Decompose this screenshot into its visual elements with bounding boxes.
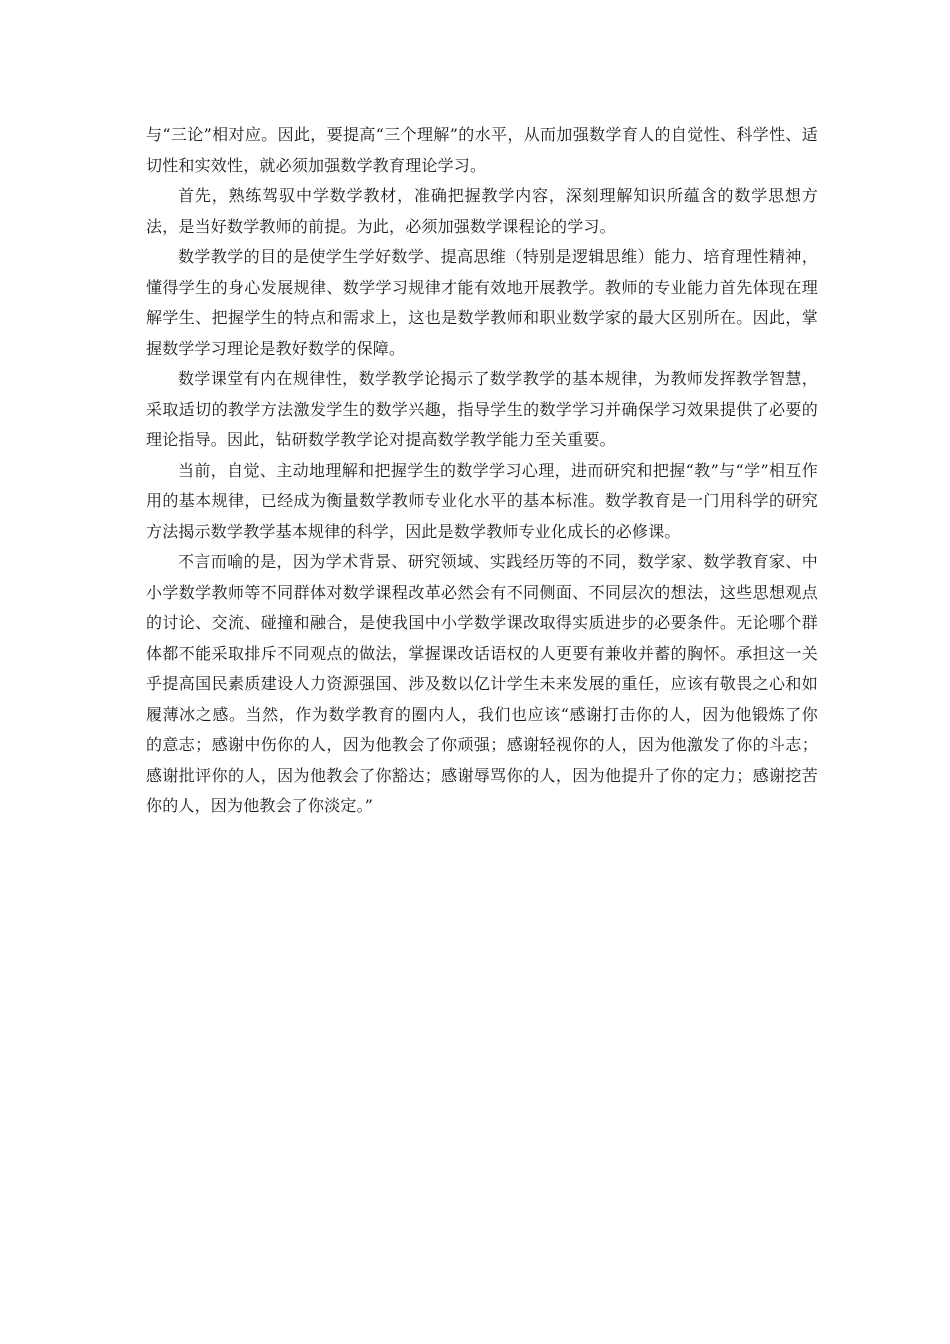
paragraph-learning-theory: 数学教学的目的是使学生学好数学、提高思维（特别是逻辑思维）能力、培育理性精神，懂得学生的身心发展规律、数学学习规律才能有效地开展教学。教师的专业能力首先体现在理解学生、把握学生的特点和需求上，这也是数学教师和职业数学家的最大区别所在。因此，掌握数学学习理论是教好数学的保障。 xyxy=(146,247,818,358)
paragraph-learning-psychology: 当前，自觉、主动地理解和把握学生的数学学习心理，进而研究和把握“教”与“学”相互作用的基本规律，已经成为衡量数学教师专业化水平的基本标准。数学教育是一门用科学的研究方法揭示数学教学基本规律的科学，因此是数学教师专业化成长的必修课。 xyxy=(146,460,818,541)
document-body xyxy=(146,120,818,822)
paragraph-continuation: 与“三论”相对应。因此，要提高“三个理解”的水平，从而加强数学育人的自觉性、科学性、适切性和实效性，就必须加强数学教育理论学习。 xyxy=(146,125,818,175)
paragraph-curriculum-theory: 首先，熟练驾驭中学数学教材，准确把握教学内容，深刻理解知识所蕴含的数学思想方法，是当好数学教师的前提。为此，必须加强数学课程论的学习。 xyxy=(146,186,818,236)
paragraph-reform-discussion: 不言而喻的是，因为学术背景、研究领域、实践经历等的不同，数学家、数学教育家、中小学数学教师等不同群体对数学课程改革必然会有不同侧面、不同层次的想法，这些思想观点的讨论、交流、碰撞和融合，是使我国中小学数学课改取得实质进步的必要条件。无论哪个群体都不能采取排斥不同观点的做法，掌握课改话语权的人更要有兼收并蓄的胸怀。承担这一关乎提高国民素质建设人力资源强国、涉及数以亿计学生未来发展的重任，应该有敬畏之心和如履薄冰之感。当然，作为数学教育的圈内人，我们也应该“感谢打击你的人，因为他锻炼了你的意志；感谢中伤你的人，因为他教会了你顽强；感谢轻视你的人，因为他激发了你的斗志；感谢批评你的人，因为他教会了你豁达；感谢辱骂你的人，因为他提升了你的定力；感谢挖苦你的人，因为他教会了你淡定。” xyxy=(146,552,818,815)
paragraph-teaching-theory: 数学课堂有内在规律性，数学教学论揭示了数学教学的基本规律，为教师发挥教学智慧，采取适切的教学方法激发学生的数学兴趣，指导学生的数学学习并确保学习效果提供了必要的理论指导。因此，钻研数学教学论对提高数学教学能力至关重要。 xyxy=(146,369,818,449)
